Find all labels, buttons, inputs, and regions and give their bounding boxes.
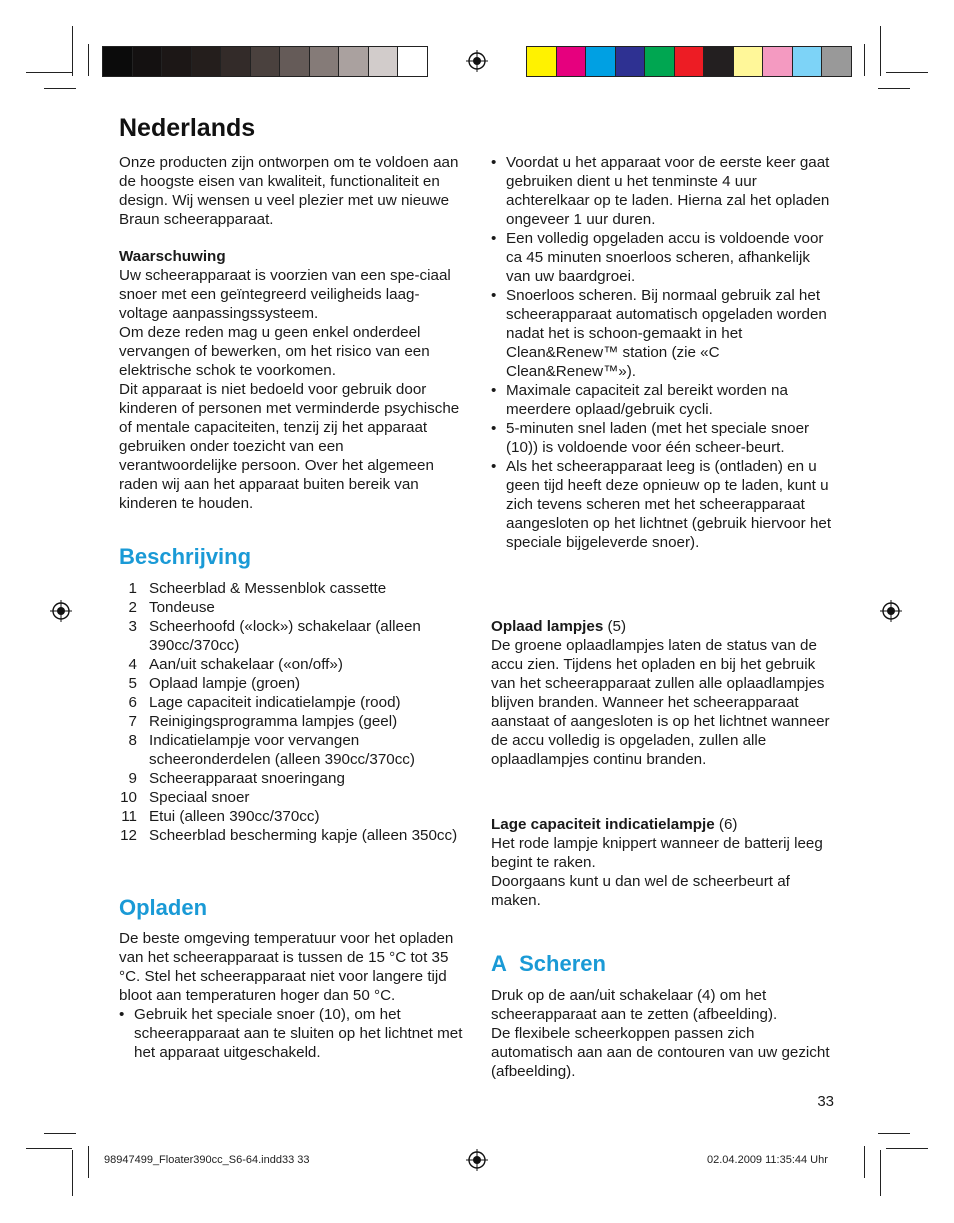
color-swatch	[339, 47, 369, 76]
item-number: 1	[128, 580, 137, 597]
footer-timestamp: 02.04.2009 11:35:44 Uhr	[707, 1154, 828, 1166]
item-number: 6	[128, 694, 137, 711]
list-item	[119, 617, 464, 655]
charging-section	[119, 929, 464, 1062]
color-swatch	[251, 47, 281, 76]
item-number: 9	[128, 770, 137, 787]
color-swatch	[675, 47, 705, 76]
item-text: Etui (alleen 390cc/370cc)	[149, 808, 320, 825]
shaving-paragraph: Druk op de aan/uit schakelaar (4) om het scheerapparaat aan te zetten (afbeelding).	[491, 987, 778, 1023]
crop-mark	[886, 1148, 928, 1149]
list-item: • Gebruik het speciale snoer (10), om het scheerapparaat aan te sluiten op het lichtnet met het apparaat uitgeschakeld.	[119, 1005, 464, 1062]
low-capacity-heading: Lage capaciteit indicatielampje	[491, 816, 715, 833]
shaving-section	[491, 986, 836, 1081]
grayscale-color-bar	[102, 46, 428, 77]
charge-lamps-heading: Oplaad lampjes	[491, 618, 604, 635]
color-swatch	[162, 47, 192, 76]
list-item	[119, 655, 464, 674]
list-item	[119, 807, 464, 826]
item-text: Scheerhoofd («lock») schakelaar (alleen 390cc/370cc)	[149, 618, 421, 654]
shaving-heading	[491, 951, 606, 977]
item-text: Scheerapparaat snoeringang	[149, 770, 345, 787]
list-item: • Een volledig opgeladen accu is voldoende voor ca 45 minuten snoerloos scheren, afhankelijk van uw baardgroei.	[491, 229, 836, 286]
color-swatch	[192, 47, 222, 76]
list-item	[119, 788, 464, 807]
charging-bullets-section	[491, 153, 836, 552]
warning-heading: Waarschuwing	[119, 248, 226, 265]
color-swatch	[616, 47, 646, 76]
crop-mark	[864, 44, 865, 76]
low-capacity-ref: (6)	[714, 816, 738, 833]
list-item	[119, 598, 464, 617]
crop-mark	[72, 26, 73, 76]
crop-mark	[26, 72, 72, 73]
list-item	[119, 674, 464, 693]
crop-mark	[880, 26, 881, 76]
color-swatch	[557, 47, 587, 76]
item-number: 3	[128, 618, 137, 635]
item-text: Scheerblad bescherming kapje (alleen 350cc)	[149, 827, 458, 844]
registration-mark-icon	[466, 50, 488, 72]
item-number: 10	[120, 789, 137, 806]
color-swatch	[704, 47, 734, 76]
crop-mark	[864, 1146, 865, 1178]
shaving-heading-text: Scheren	[519, 951, 606, 976]
item-number: 11	[121, 808, 137, 825]
page-title: Nederlands	[119, 114, 256, 142]
item-number: 12	[120, 827, 137, 844]
color-swatch	[280, 47, 310, 76]
low-capacity-text: Doorgaans kunt u dan wel de scheerbeurt af maken.	[491, 873, 790, 909]
color-swatch	[133, 47, 163, 76]
color-swatch	[645, 47, 675, 76]
crop-mark	[44, 1133, 76, 1134]
shaving-paragraph: De flexibele scheerkoppen passen zich automatisch aan aan de contouren van uw gezicht (afbeelding).	[491, 1025, 830, 1080]
item-text: Reinigingsprogramma lampjes (geel)	[149, 713, 398, 730]
list-item	[119, 826, 464, 845]
crop-mark	[880, 1150, 881, 1196]
list-item	[119, 579, 464, 598]
charging-intro: De beste omgeving temperatuur voor het opladen van het scheerapparaat is tussen de 15 °C tot 35 °C. Stel het scheerapparaat niet voor langere tijd bloot aan temperaturen hoger dan 50 °C.	[119, 930, 454, 1004]
item-text: Aan/uit schakelaar («on/off»)	[149, 656, 343, 673]
crop-mark	[72, 1150, 73, 1196]
shaving-section-letter: A	[491, 951, 507, 976]
crop-mark	[44, 88, 76, 89]
low-capacity-section	[491, 815, 836, 910]
charging-bullet-list	[491, 153, 836, 552]
crop-mark	[88, 44, 89, 76]
charge-lamps-text: De groene oplaadlampjes laten de status van de accu zien. Tijdens het opladen en bij het gebruik van het scheerapparaat zullen alle oplaadlampjes blijven branden. Wanneer het scheerapparaat aanstaat of aangesloten is op het lichtnet wanneer de accu volledig is opgeladen, zullen alle oplaadlampjes continu branden.	[491, 637, 830, 768]
list-item	[119, 712, 464, 731]
item-number: 7	[128, 713, 137, 730]
intro-section	[119, 153, 469, 229]
list-item: • Als het scheerapparaat leeg is (ontladen) en u geen tijd heeft deze opnieuw op te laden, kunt u zich tevens scheren met het scheerapparaat aangesloten op het lichtnet (gebruik hiervoor het speciale bijgeleverde snoer).	[491, 457, 836, 552]
registration-mark-icon	[466, 1149, 488, 1171]
charge-lamps-section	[491, 617, 836, 769]
color-swatch	[527, 47, 557, 76]
item-number: 8	[128, 732, 137, 749]
list-item: • Maximale capaciteit zal bereikt worden na meerdere oplaad/gebruik cycli.	[491, 381, 836, 419]
item-text: Lage capaciteit indicatielampje (rood)	[149, 694, 401, 711]
crop-mark	[26, 1148, 72, 1149]
low-capacity-text: Het rode lampje knippert wanneer de batterij leeg begint te raken.	[491, 835, 823, 871]
charging-heading: Opladen	[119, 895, 208, 920]
crop-mark	[878, 88, 910, 89]
list-item: • Voordat u het apparaat voor de eerste keer gaat gebruiken dient u het tenminste 4 uur achterelkaar op te laden. Hierna zal het opladen ongeveer 1 uur duren.	[491, 153, 836, 229]
description-list	[119, 579, 464, 845]
process-color-bar	[526, 46, 852, 77]
registration-mark-icon	[50, 600, 72, 622]
color-swatch	[586, 47, 616, 76]
item-text: Oplaad lampje (groen)	[149, 675, 301, 692]
description-list-section	[119, 579, 464, 845]
item-number: 2	[128, 599, 137, 616]
color-swatch	[310, 47, 340, 76]
charge-lamps-ref: (5)	[603, 618, 627, 635]
registration-mark-icon	[880, 600, 902, 622]
list-item	[119, 693, 464, 712]
color-swatch	[763, 47, 793, 76]
intro-paragraph: Onze producten zijn ontworpen om te voldoen aan de hoogste eisen van kwaliteit, functionaliteit en design. Wij wensen u veel plezier met uw nieuwe Braun scheerapparaat.	[119, 154, 459, 228]
list-item	[119, 731, 464, 769]
warning-paragraph: Uw scheerapparaat is voorzien van een spe-ciaal snoer met een geïntegreerd veiligheids laag-voltage aanpassingssysteem.	[119, 267, 451, 322]
list-item	[119, 769, 464, 788]
color-swatch	[734, 47, 764, 76]
item-number: 5	[128, 675, 137, 692]
item-text: Indicatielampje voor vervangen scheeronderdelen (alleen 390cc/370cc)	[149, 732, 415, 768]
page-number: 33	[817, 1093, 834, 1110]
crop-mark	[886, 72, 928, 73]
item-text: Tondeuse	[149, 599, 215, 616]
color-swatch	[103, 47, 133, 76]
item-text: Speciaal snoer	[149, 789, 250, 806]
item-text: Scheerblad & Messenblok cassette	[149, 580, 387, 597]
color-swatch	[793, 47, 823, 76]
list-item: • Snoerloos scheren. Bij normaal gebruik zal het scheerapparaat automatisch opgeladen worden nadat het is schoon-gemaakt in het Clean&Renew™ station (zie «C Clean&Renew™»).	[491, 286, 836, 381]
crop-mark	[878, 1133, 910, 1134]
color-swatch	[221, 47, 251, 76]
color-swatch	[369, 47, 399, 76]
color-swatch	[398, 47, 427, 76]
description-heading: Beschrijving	[119, 544, 252, 569]
footer-file-name: 98947499_Floater390cc_S6-64.indd33 33	[104, 1154, 310, 1166]
warning-paragraph: Om deze reden mag u geen enkel onderdeel vervangen of bewerken, om het risico van een elektrische schok te voorkomen.	[119, 324, 430, 379]
list-item: • 5-minuten snel laden (met het speciale snoer (10)) is voldoende voor één scheer-beurt.	[491, 419, 836, 457]
crop-mark	[88, 1146, 89, 1178]
color-swatch	[822, 47, 851, 76]
item-number: 4	[128, 656, 137, 673]
warning-paragraph: Dit apparaat is niet bedoeld voor gebruik door kinderen of personen met verminderde psychische of mentale capaciteiten, tenzij zij het apparaat gebruiken onder toezicht van een verantwoordelijke persoon. Over het algemeen raden wij aan het apparaat buiten bereik van kinderen te houden.	[119, 381, 460, 512]
warning-section	[119, 247, 464, 513]
